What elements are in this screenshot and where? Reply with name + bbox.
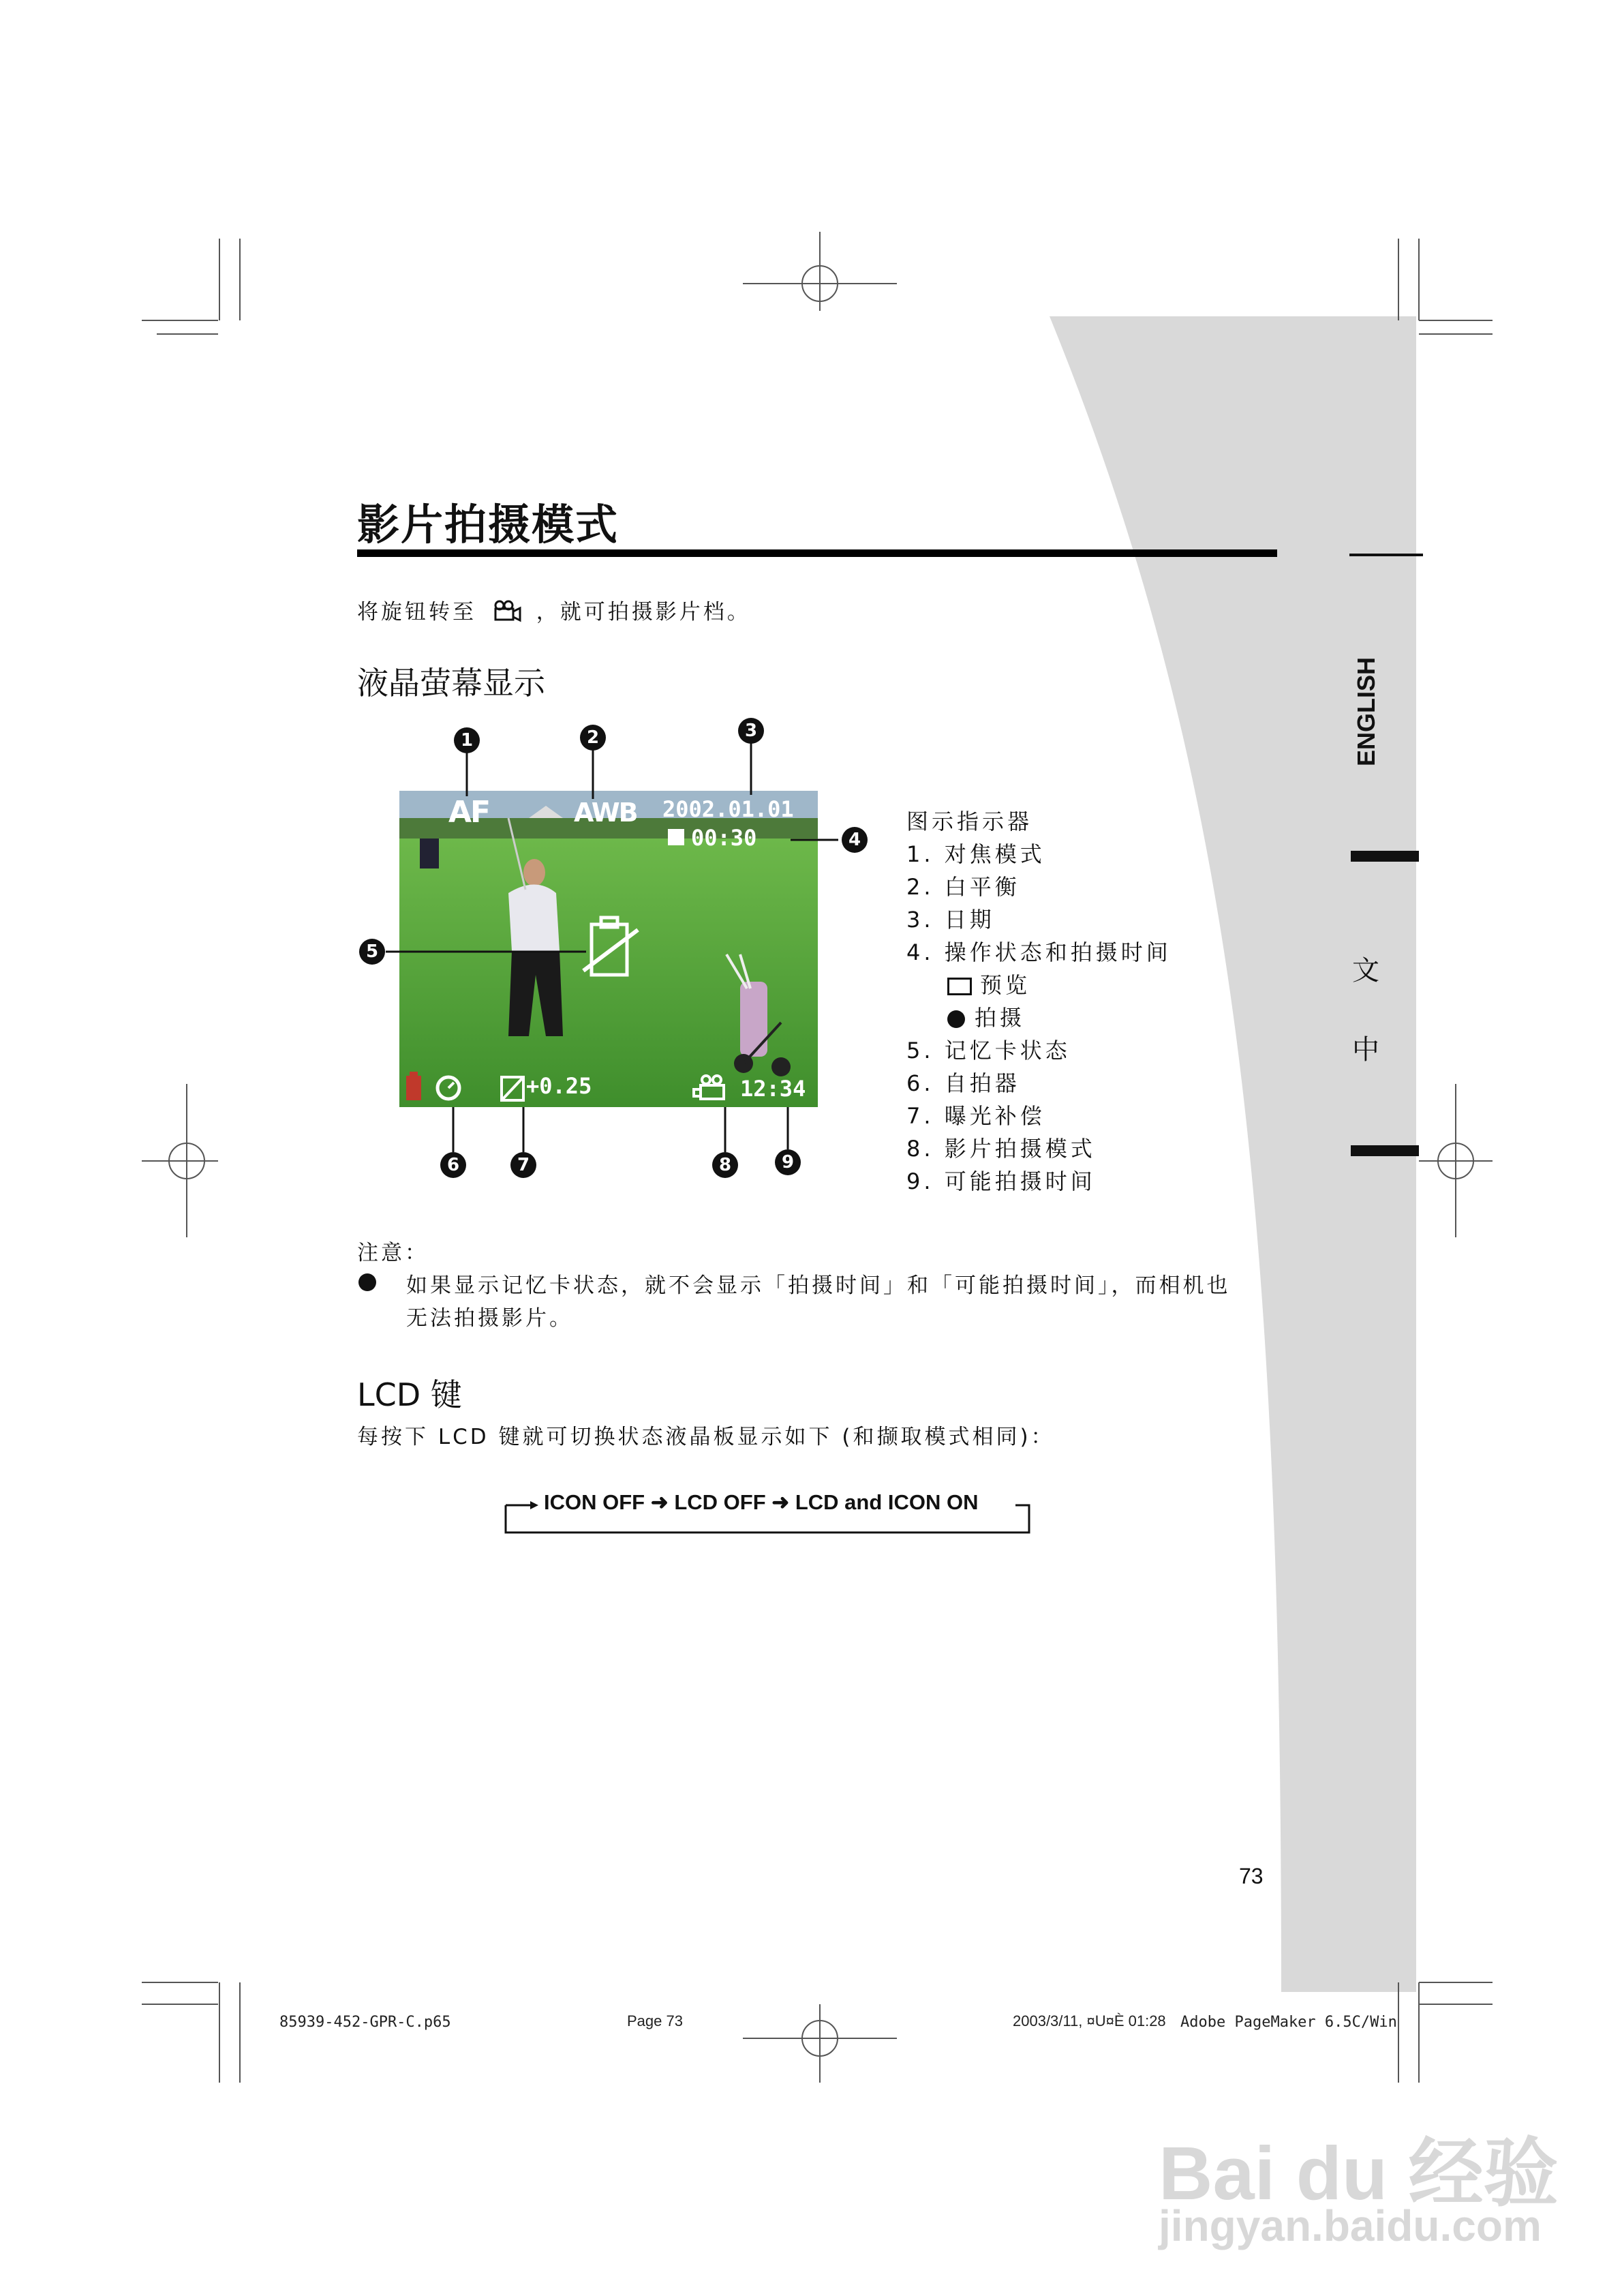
note-bullet-icon xyxy=(358,1273,376,1291)
intro-after: ，就可拍摄影片档。 xyxy=(536,600,751,624)
lcd-exposure: +0.25 xyxy=(526,1073,592,1099)
watermark-brand: Bai du 经验 xyxy=(1159,2132,1559,2216)
legend-item-5: 5. 记忆卡状态 xyxy=(906,1038,1071,1063)
callout-9: 9 xyxy=(775,1149,801,1175)
flow-arrow-2: ➜ xyxy=(771,1490,795,1514)
legend-item-4: 4. 操作状态和拍摄时间 xyxy=(906,939,1172,965)
lcd-remaining: 12:34 xyxy=(740,1076,806,1102)
legend-record-label: 拍摄 xyxy=(975,1005,1026,1031)
callout-6: 6 xyxy=(440,1152,466,1178)
intro-before: 将旋钮转至 xyxy=(357,600,476,624)
lcd-af: AF xyxy=(448,795,490,830)
legend-item-7: 7. 曝光补偿 xyxy=(906,1103,1045,1129)
note-line-2: 无法拍摄影片。 xyxy=(406,1306,573,1331)
icon-legend xyxy=(906,804,1172,1197)
footer-page: Page 73 xyxy=(627,2012,683,2029)
callout-7: 7 xyxy=(510,1152,536,1178)
legend-item-record xyxy=(906,1001,1172,1033)
page-number: 73 xyxy=(1239,1864,1264,1888)
legend-item-2: 2. 白平衡 xyxy=(906,874,1020,900)
legend-item-9: 9. 可能拍摄时间 xyxy=(906,1168,1096,1194)
sidebar-chinese-1: 文 xyxy=(1352,955,1379,986)
flow-icon-off: ICON OFF xyxy=(544,1490,645,1514)
legend-preview-label: 预览 xyxy=(980,972,1031,998)
lcd-key-desc: 每按下 LCD 键就可切换状态液晶板显示如下 (和撷取模式相同)： xyxy=(357,1425,1055,1449)
lcd-date: 2002.01.01 xyxy=(662,796,794,822)
preview-square-icon xyxy=(947,978,972,995)
footer-date: 2003/3/11, ¤U¤È 01:28 xyxy=(1013,2012,1166,2029)
legend-title: 图示指示器 xyxy=(906,809,1033,834)
callout-8: 8 xyxy=(712,1152,738,1178)
note-label: 注意： xyxy=(357,1241,429,1265)
lcd-rec-time: 00:30 xyxy=(691,825,757,851)
record-dot-icon xyxy=(947,1010,965,1028)
footer-app: Adobe PageMaker 6.5C/Win xyxy=(1180,2014,1397,2031)
page-title: 影片拍摄模式 xyxy=(357,500,619,549)
flow-lcd-icon-on: LCD and ICON ON xyxy=(795,1490,979,1514)
lcd-key-heading: LCD 键 xyxy=(357,1376,462,1413)
lcd-heading: 液晶萤幕显示 xyxy=(357,665,545,701)
flow-lcd-off: LCD OFF xyxy=(674,1490,766,1514)
sidebar-chinese-2: 中 xyxy=(1352,1034,1379,1066)
flow-line xyxy=(544,1490,979,1515)
callout-4: 4 xyxy=(842,827,868,853)
legend-item-3: 3. 日期 xyxy=(906,907,995,933)
legend-item-6: 6. 自拍器 xyxy=(906,1070,1020,1096)
callout-1: 1 xyxy=(454,727,480,753)
callout-2: 2 xyxy=(580,725,606,751)
legend-item-1: 1. 对焦模式 xyxy=(906,841,1045,867)
sidebar-english: ENGLISH xyxy=(1352,656,1380,766)
legend-item-preview xyxy=(906,968,1172,1001)
footer-file: 85939-452-GPR-C.p65 xyxy=(279,2014,451,2031)
note-line-1: 如果显示记忆卡状态，就不会显示「拍摄时间」和「可能拍摄时间」，而相机也 xyxy=(406,1273,1231,1298)
callout-5: 5 xyxy=(359,939,385,965)
legend-item-8: 8. 影片拍摄模式 xyxy=(906,1136,1096,1162)
lcd-awb: AWB xyxy=(574,798,637,828)
callout-3: 3 xyxy=(738,718,764,744)
watermark-url: jingyan.baidu.com xyxy=(1159,2201,1542,2250)
flow-arrow-1: ➜ xyxy=(650,1490,675,1514)
